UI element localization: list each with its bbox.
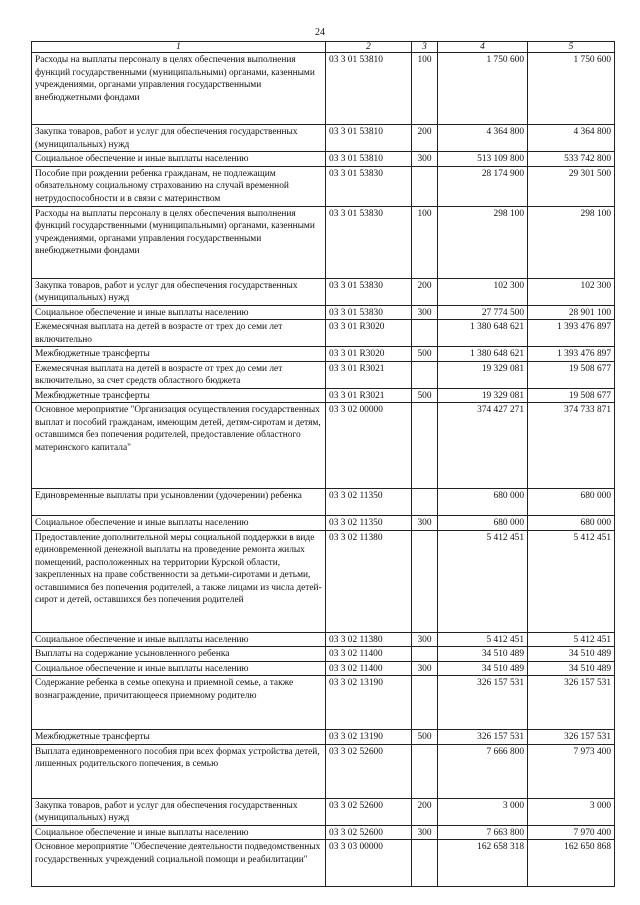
item-name-cell: Закупка товаров, работ и услуг для обеспечения государственных (муниципальных) нужд [32,798,326,825]
expense-type-cell: 500 [412,730,438,745]
amount-year2-cell: 28 901 100 [528,305,615,320]
item-name-cell: Социальное обеспечение и иные выплаты населению [32,632,326,647]
expense-type-cell: 500 [412,347,438,362]
table-row [32,676,615,730]
table-row [32,361,615,388]
table-row [32,744,615,798]
item-name-cell: Единовременные выплаты при усыновлении (удочерении) ребенка [32,489,326,516]
item-name-cell: Закупка товаров, работ и услуг для обеспечения государственных (муниципальных) нужд [32,125,326,152]
amount-year1-cell: 7 663 800 [438,825,528,840]
table-row [32,798,615,825]
table-row [32,206,615,278]
amount-year1-cell: 4 364 800 [438,125,528,152]
header-cell: 1 [32,42,326,53]
item-name-cell: Социальное обеспечение и иные выплаты населению [32,516,326,531]
amount-year2-cell: 680 000 [528,516,615,531]
budget-code-cell: 03 3 02 00000 [326,403,412,489]
amount-year2-cell: 1 393 476 897 [528,320,615,347]
amount-year2-cell: 7 970 400 [528,825,615,840]
amount-year1-cell: 5 412 451 [438,530,528,632]
amount-year1-cell: 162 658 318 [438,840,528,887]
budget-code-cell: 03 3 01 R3020 [326,347,412,362]
item-name-cell: Основное мероприятие "Обеспечение деятельности подведомственных государственных учреждений социальной помощи и реабилитации" [32,840,326,887]
header-cell: 5 [528,42,615,53]
amount-year1-cell: 513 109 800 [438,152,528,167]
table-row [32,530,615,632]
table-row [32,825,615,840]
budget-code-cell: 03 3 01 R3021 [326,388,412,403]
budget-code-cell: 03 3 02 11350 [326,516,412,531]
header-cell: 2 [326,42,412,53]
table-row [32,840,615,887]
expense-type-cell [412,676,438,730]
table-row [32,388,615,403]
expense-type-cell [412,647,438,662]
budget-code-cell: 03 3 02 52600 [326,798,412,825]
budget-code-cell: 03 3 02 52600 [326,825,412,840]
item-name-cell: Ежемесячная выплата на детей в возрасте от трех до семи лет включительно [32,320,326,347]
amount-year2-cell: 34 510 489 [528,661,615,676]
item-name-cell: Ежемесячная выплата на детей в возрасте от трех до семи лет включительно, за счет средств областного бюджета [32,361,326,388]
amount-year1-cell: 1 750 600 [438,53,528,125]
item-name-cell: Основное мероприятие "Организация осуществления государственных выплат и пособий гражданам, имеющим детей, детям-сиротам и детям, оставшимся без попечения родителей, предоставление областного материнского капитала" [32,403,326,489]
item-name-cell: Содержание ребенка в семье опекуна и приемной семье, а также вознаграждение, причитающееся приемному родителю [32,676,326,730]
amount-year2-cell: 7 973 400 [528,744,615,798]
amount-year1-cell: 34 510 489 [438,647,528,662]
amount-year1-cell: 326 157 531 [438,730,528,745]
expense-type-cell: 500 [412,388,438,403]
amount-year1-cell: 1 380 648 621 [438,347,528,362]
budget-code-cell: 03 3 02 11400 [326,647,412,662]
amount-year1-cell: 19 329 081 [438,361,528,388]
budget-code-cell: 03 3 02 52600 [326,744,412,798]
budget-table [31,41,615,887]
table-row [32,632,615,647]
item-name-cell: Межбюджетные трансферты [32,730,326,745]
amount-year2-cell: 326 157 531 [528,730,615,745]
amount-year1-cell: 1 380 648 621 [438,320,528,347]
amount-year2-cell: 102 300 [528,278,615,305]
item-name-cell: Расходы на выплаты персоналу в целях обеспечения выполнения функций государственными (муниципальными) органами, казенными учреждениями, органами управления государственными внебюджетными фондами [32,206,326,278]
amount-year2-cell: 374 733 871 [528,403,615,489]
expense-type-cell [412,320,438,347]
table-row [32,320,615,347]
item-name-cell: Выплаты на содержание усыновленного ребенка [32,647,326,662]
amount-year2-cell: 19 508 677 [528,388,615,403]
amount-year2-cell: 326 157 531 [528,676,615,730]
item-name-cell: Предоставление дополнительной меры социальной поддержки в виде единовременной денежной выплаты на проведение ремонта жилых помещений, расположенных на территории Курской области, закрепленных на праве собственности за детьми-сиротами и детьми, оставшимися без попечения родителей, а также лицами из числа детей-сирот и детей, оставшихся без попечения родителей [32,530,326,632]
budget-code-cell: 03 3 01 53830 [326,305,412,320]
expense-type-cell [412,489,438,516]
amount-year1-cell: 298 100 [438,206,528,278]
expense-type-cell: 200 [412,798,438,825]
table-row [32,125,615,152]
expense-type-cell [412,403,438,489]
budget-code-cell: 03 3 02 11400 [326,661,412,676]
budget-code-cell: 03 3 01 53810 [326,53,412,125]
amount-year2-cell: 4 364 800 [528,125,615,152]
table-row [32,730,615,745]
item-name-cell: Расходы на выплаты персоналу в целях обеспечения выполнения функций государственными (муниципальными) органами, казенными учреждениями, органами управления государственными внебюджетными фондами [32,53,326,125]
expense-type-cell [412,840,438,887]
amount-year2-cell: 680 000 [528,489,615,516]
item-name-cell: Выплата единовременного пособия при всех формах устройства детей, лишенных родительского попечения, в семью [32,744,326,798]
amount-year2-cell: 5 412 451 [528,632,615,647]
budget-code-cell: 03 3 01 R3021 [326,361,412,388]
header-cell: 3 [412,42,438,53]
budget-code-cell: 03 3 03 00000 [326,840,412,887]
budget-code-cell: 03 3 01 53830 [326,166,412,206]
item-name-cell: Межбюджетные трансферты [32,347,326,362]
table-row [32,347,615,362]
budget-code-cell: 03 3 02 11350 [326,489,412,516]
table-row [32,516,615,531]
table-header-row [32,42,615,53]
amount-year1-cell: 7 666 800 [438,744,528,798]
amount-year1-cell: 3 000 [438,798,528,825]
budget-code-cell: 03 3 01 53810 [326,125,412,152]
item-name-cell: Межбюджетные трансферты [32,388,326,403]
expense-type-cell [412,530,438,632]
table-row [32,166,615,206]
table-row [32,53,615,125]
expense-type-cell: 200 [412,278,438,305]
amount-year2-cell: 298 100 [528,206,615,278]
item-name-cell: Социальное обеспечение и иные выплаты населению [32,305,326,320]
amount-year1-cell: 102 300 [438,278,528,305]
amount-year2-cell: 1 750 600 [528,53,615,125]
item-name-cell: Пособие при рождении ребенка гражданам, не подлежащим обязательному социальному страхованию на случай временной нетрудоспособности и в связи с материнством [32,166,326,206]
budget-code-cell: 03 3 01 53810 [326,152,412,167]
table-row [32,152,615,167]
amount-year1-cell: 34 510 489 [438,661,528,676]
expense-type-cell: 300 [412,825,438,840]
budget-code-cell: 03 3 01 53830 [326,206,412,278]
expense-type-cell [412,166,438,206]
table-row [32,489,615,516]
amount-year2-cell: 29 301 500 [528,166,615,206]
amount-year1-cell: 19 329 081 [438,388,528,403]
amount-year2-cell: 5 412 451 [528,530,615,632]
item-name-cell: Социальное обеспечение и иные выплаты населению [32,825,326,840]
amount-year1-cell: 28 174 900 [438,166,528,206]
amount-year2-cell: 162 650 868 [528,840,615,887]
expense-type-cell: 300 [412,305,438,320]
table-row [32,403,615,489]
amount-year2-cell: 34 510 489 [528,647,615,662]
amount-year1-cell: 374 427 271 [438,403,528,489]
header-cell: 4 [438,42,528,53]
amount-year2-cell: 1 393 476 897 [528,347,615,362]
expense-type-cell: 300 [412,661,438,676]
budget-code-cell: 03 3 01 53830 [326,278,412,305]
page-number: 24 [315,27,325,38]
amount-year1-cell: 680 000 [438,516,528,531]
table-row [32,278,615,305]
budget-code-cell: 03 3 02 11380 [326,530,412,632]
expense-type-cell: 300 [412,632,438,647]
expense-type-cell [412,744,438,798]
item-name-cell: Социальное обеспечение и иные выплаты населению [32,152,326,167]
expense-type-cell: 300 [412,152,438,167]
amount-year1-cell: 680 000 [438,489,528,516]
amount-year1-cell: 5 412 451 [438,632,528,647]
expense-type-cell: 200 [412,125,438,152]
amount-year1-cell: 326 157 531 [438,676,528,730]
amount-year2-cell: 3 000 [528,798,615,825]
amount-year2-cell: 19 508 677 [528,361,615,388]
expense-type-cell: 100 [412,206,438,278]
amount-year2-cell: 533 742 800 [528,152,615,167]
table-row [32,647,615,662]
budget-code-cell: 03 3 02 11380 [326,632,412,647]
table-row [32,305,615,320]
budget-code-cell: 03 3 02 13190 [326,676,412,730]
amount-year1-cell: 27 774 500 [438,305,528,320]
budget-code-cell: 03 3 01 R3020 [326,320,412,347]
budget-code-cell: 03 3 02 13190 [326,730,412,745]
expense-type-cell: 300 [412,516,438,531]
expense-type-cell: 100 [412,53,438,125]
item-name-cell: Социальное обеспечение и иные выплаты населению [32,661,326,676]
expense-type-cell [412,361,438,388]
table-row [32,661,615,676]
item-name-cell: Закупка товаров, работ и услуг для обеспечения государственных (муниципальных) нужд [32,278,326,305]
